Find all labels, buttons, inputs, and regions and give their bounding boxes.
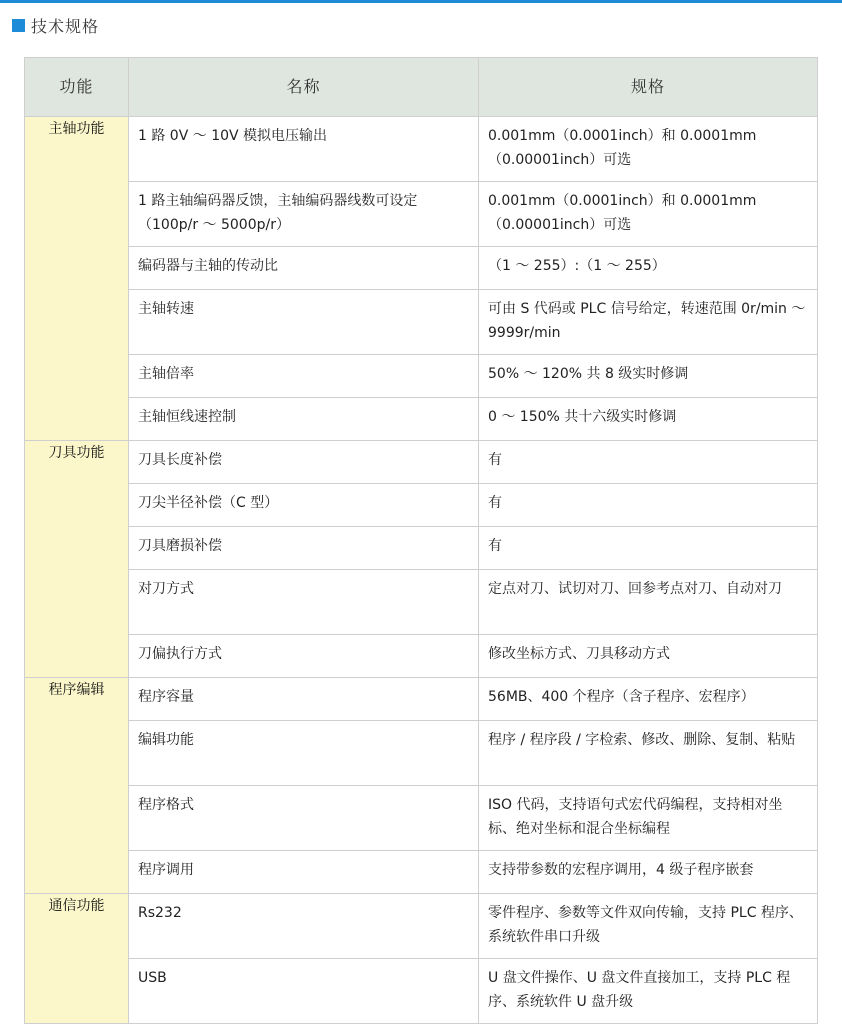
spec-cell: 支持带参数的宏程序调用，4 级子程序嵌套 (479, 851, 818, 894)
table-row (25, 851, 818, 894)
table-row (25, 894, 818, 959)
name-cell: 编辑功能 (129, 721, 479, 786)
table-row (25, 484, 818, 527)
name-cell: 程序容量 (129, 678, 479, 721)
table-row (25, 182, 818, 247)
column-header-spec: 规格 (479, 58, 818, 117)
spec-cell: 定点对刀、试切对刀、回参考点对刀、自动对刀 (479, 570, 818, 635)
spec-cell: 零件程序、参数等文件双向传输，支持 PLC 程序、系统软件串口升级 (479, 894, 818, 959)
table-row (25, 786, 818, 851)
name-cell: 刀尖半径补偿（C 型） (129, 484, 479, 527)
section-title: 技术规格 (31, 16, 100, 36)
spec-cell: 有 (479, 441, 818, 484)
spec-cell: 可由 S 代码或 PLC 信号给定，转速范围 0r/min ～ 9999r/min (479, 290, 818, 355)
table-row (25, 355, 818, 398)
spec-cell: 0 ～ 150% 共十六级实时修调 (479, 398, 818, 441)
spec-cell: 0.001mm（0.0001inch）和 0.0001mm（0.00001inch）可选 (479, 182, 818, 247)
column-header-function: 功能 (25, 58, 129, 117)
name-cell: 刀具磨损补偿 (129, 527, 479, 570)
table-row (25, 570, 818, 635)
category-cell: 刀具功能 (25, 441, 129, 678)
name-cell: 编码器与主轴的传动比 (129, 247, 479, 290)
name-cell: 1 路主轴编码器反馈，主轴编码器线数可设定（100p/r ～ 5000p/r） (129, 182, 479, 247)
spec-cell: ISO 代码，支持语句式宏代码编程，支持相对坐标、绝对坐标和混合坐标编程 (479, 786, 818, 851)
spec-cell: 0.001mm（0.0001inch）和 0.0001mm（0.00001inch）可选 (479, 117, 818, 182)
category-cell: 程序编辑 (25, 678, 129, 894)
name-cell: 主轴恒线速控制 (129, 398, 479, 441)
table-row (25, 635, 818, 678)
column-header-name: 名称 (129, 58, 479, 117)
table-row (25, 959, 818, 1024)
category-cell: 主轴功能 (25, 117, 129, 441)
heading-square-icon (12, 19, 25, 32)
name-cell: 1 路 0V ～ 10V 模拟电压输出 (129, 117, 479, 182)
table-header-row (25, 58, 818, 117)
section-heading (12, 14, 99, 36)
spec-cell: 56MB、400 个程序（含子程序、宏程序） (479, 678, 818, 721)
name-cell: 程序调用 (129, 851, 479, 894)
table-row (25, 290, 818, 355)
table-row (25, 117, 818, 182)
table-row (25, 678, 818, 721)
spec-cell: （1 ～ 255）:（1 ～ 255） (479, 247, 818, 290)
name-cell: 对刀方式 (129, 570, 479, 635)
spec-cell: 程序 / 程序段 / 字检索、修改、删除、复制、粘贴 (479, 721, 818, 786)
name-cell: Rs232 (129, 894, 479, 959)
top-accent-line (0, 0, 842, 3)
spec-cell: 有 (479, 527, 818, 570)
name-cell: 刀偏执行方式 (129, 635, 479, 678)
spec-table (24, 57, 818, 1024)
table-row (25, 441, 818, 484)
table-row (25, 398, 818, 441)
spec-cell: 50% ～ 120% 共 8 级实时修调 (479, 355, 818, 398)
name-cell: 主轴倍率 (129, 355, 479, 398)
spec-cell: 有 (479, 484, 818, 527)
spec-cell: U 盘文件操作、U 盘文件直接加工，支持 PLC 程序、系统软件 U 盘升级 (479, 959, 818, 1024)
name-cell: 程序格式 (129, 786, 479, 851)
spec-cell: 修改坐标方式、刀具移动方式 (479, 635, 818, 678)
table-row (25, 247, 818, 290)
table-row (25, 721, 818, 786)
table-row (25, 527, 818, 570)
name-cell: 刀具长度补偿 (129, 441, 479, 484)
name-cell: 主轴转速 (129, 290, 479, 355)
name-cell: USB (129, 959, 479, 1024)
category-cell: 通信功能 (25, 894, 129, 1024)
